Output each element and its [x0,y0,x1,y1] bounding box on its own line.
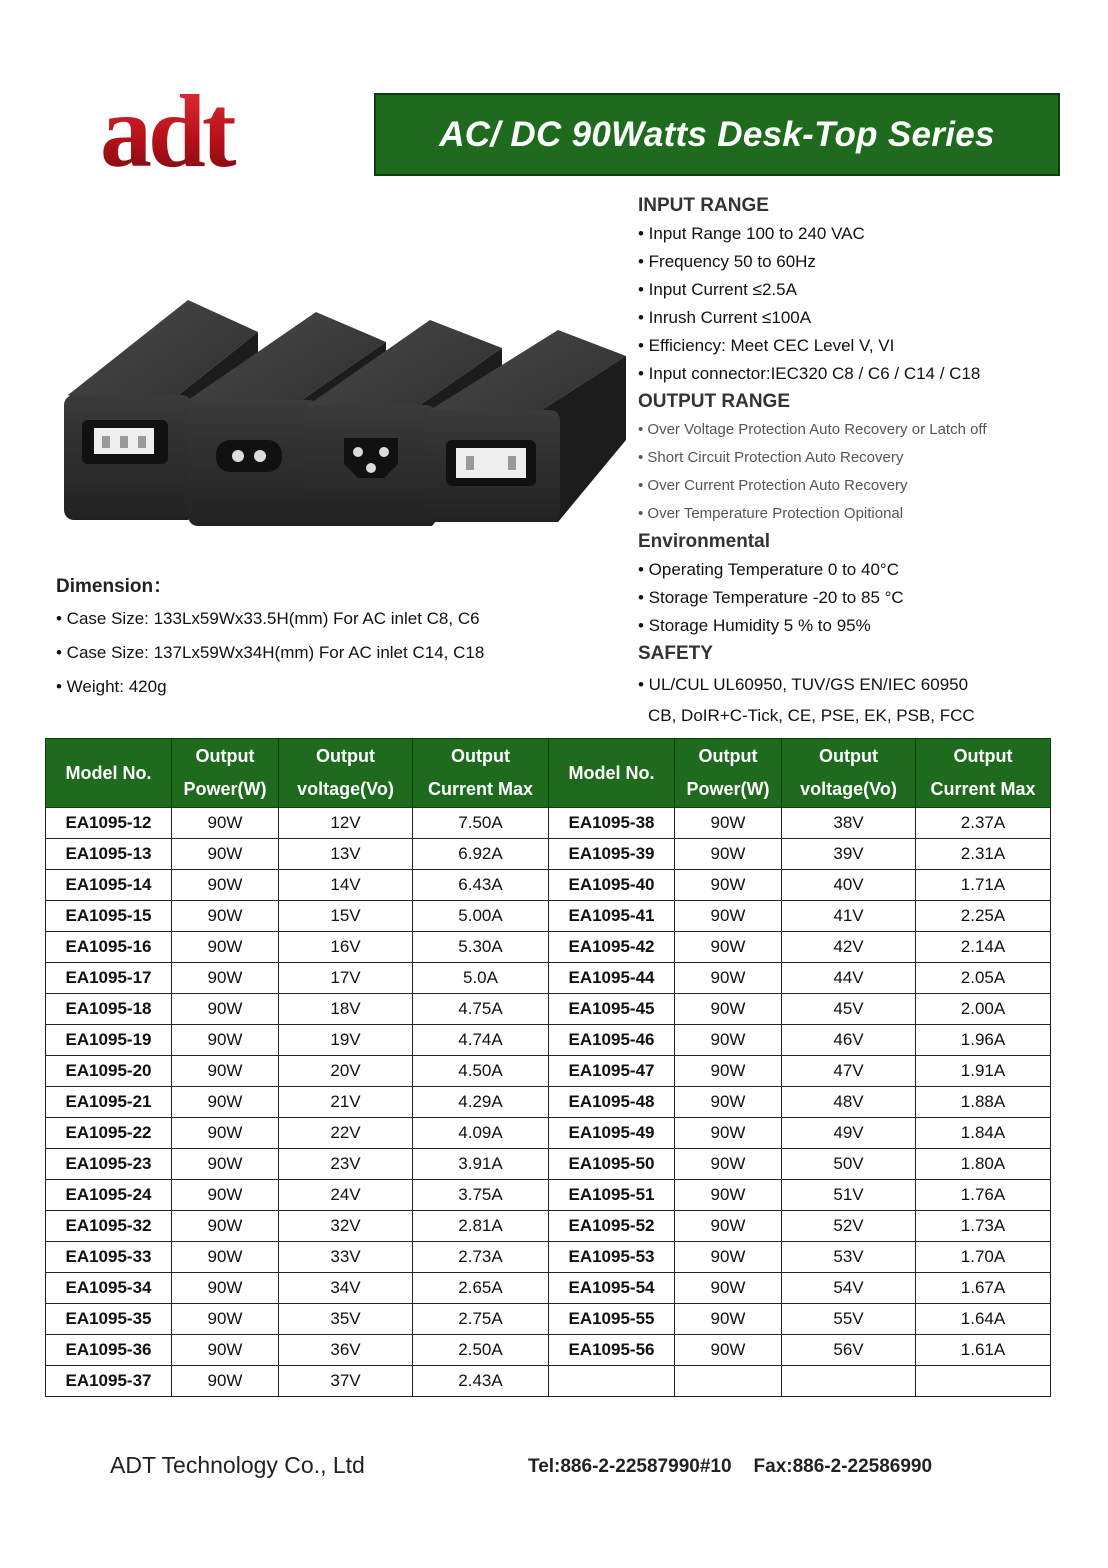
power-cell: 90W [172,1366,279,1397]
current-cell: 5.0A [413,963,549,994]
model-cell: EA1095-21 [46,1087,172,1118]
model-cell: EA1095-22 [46,1118,172,1149]
dimension-section [56,572,616,704]
power-cell: 90W [172,870,279,901]
voltage-cell: 12V [279,808,413,839]
power-cell: 90W [172,1118,279,1149]
model-cell: EA1095-18 [46,994,172,1025]
current-cell: 1.70A [916,1242,1051,1273]
voltage-cell: 13V [279,839,413,870]
table-row [46,1025,1051,1056]
power-cell: 90W [172,1304,279,1335]
power-cell: 90W [172,994,279,1025]
voltage-cell: 21V [279,1087,413,1118]
spec-item: • Frequency 50 to 60Hz [638,252,816,271]
table-row [46,1149,1051,1180]
current-cell: 4.29A [413,1087,549,1118]
current-cell: 4.09A [413,1118,549,1149]
model-table [45,738,1051,1397]
specifications [638,192,1098,730]
spec-item: • Input Current ≤2.5A [638,280,797,299]
dimension-item: • Weight: 420g [56,677,167,696]
table-row [46,1304,1051,1335]
power-cell: 90W [675,1211,782,1242]
model-cell: EA1095-24 [46,1180,172,1211]
header-model: Model No. [549,739,675,808]
voltage-cell: 32V [279,1211,413,1242]
model-cell [549,1366,675,1397]
current-cell: 2.05A [916,963,1051,994]
model-cell: EA1095-40 [549,870,675,901]
power-cell: 90W [675,1242,782,1273]
current-cell: 2.43A [413,1366,549,1397]
current-cell: 2.50A [413,1335,549,1366]
adt-logo [98,80,318,180]
power-cell: 90W [172,1180,279,1211]
voltage-cell: 55V [782,1304,916,1335]
spec-item: • Over Temperature Protection Opitional [638,505,904,522]
spec-item: • Short Circuit Protection Auto Recovery [638,449,904,466]
spec-item: • Input Range 100 to 240 VAC [638,224,865,243]
model-cell: EA1095-50 [549,1149,675,1180]
page-title: AC/ DC 90Watts Desk-Top Series [439,114,995,154]
model-cell: EA1095-19 [46,1025,172,1056]
power-cell: 90W [172,1056,279,1087]
current-cell: 1.84A [916,1118,1051,1149]
power-cell: 90W [675,1056,782,1087]
model-cell: EA1095-36 [46,1335,172,1366]
current-cell: 1.96A [916,1025,1051,1056]
current-cell: 6.43A [413,870,549,901]
model-cell: EA1095-55 [549,1304,675,1335]
power-cell: 90W [172,808,279,839]
contact-info [528,1456,932,1478]
output-range-heading: OUTPUT RANGE [638,391,790,412]
model-cell: EA1095-16 [46,932,172,963]
current-cell: 4.74A [413,1025,549,1056]
power-cell: 90W [675,932,782,963]
current-cell: 2.75A [413,1304,549,1335]
table-row [46,963,1051,994]
current-cell: 1.80A [916,1149,1051,1180]
current-cell: 3.75A [413,1180,549,1211]
safety-heading: SAFETY [638,643,713,664]
power-cell: 90W [675,1304,782,1335]
voltage-cell: 48V [782,1087,916,1118]
model-cell: EA1095-44 [549,963,675,994]
current-cell: 7.50A [413,808,549,839]
model-cell: EA1095-49 [549,1118,675,1149]
header-voltage: Output voltage(Vo) [279,739,413,808]
current-cell: 1.88A [916,1087,1051,1118]
power-cell: 90W [172,1211,279,1242]
model-cell: EA1095-38 [549,808,675,839]
power-cell: 90W [172,1242,279,1273]
voltage-cell: 39V [782,839,916,870]
company-name: ADT Technology Co., Ltd [110,1452,365,1478]
voltage-cell: 17V [279,963,413,994]
voltage-cell: 19V [279,1025,413,1056]
voltage-cell: 40V [782,870,916,901]
model-cell: EA1095-47 [549,1056,675,1087]
spec-item: • Operating Temperature 0 to 40°C [638,560,899,579]
header-model: Model No. [46,739,172,808]
current-cell: 1.67A [916,1273,1051,1304]
power-cell: 90W [675,1180,782,1211]
header-power: Output Power(W) [675,739,782,808]
spec-item: • Efficiency: Meet CEC Level V, VI [638,336,895,355]
power-cell: 90W [172,932,279,963]
voltage-cell: 53V [782,1242,916,1273]
model-cell: EA1095-53 [549,1242,675,1273]
current-cell [916,1366,1051,1397]
power-cell: 90W [675,901,782,932]
spec-item: • UL/CUL UL60950, TUV/GS EN/IEC 60950 [638,675,969,694]
model-cell: EA1095-15 [46,901,172,932]
current-cell: 2.81A [413,1211,549,1242]
current-cell: 1.61A [916,1335,1051,1366]
model-cell: EA1095-54 [549,1273,675,1304]
current-cell: 1.64A [916,1304,1051,1335]
voltage-cell: 18V [279,994,413,1025]
power-cell: 90W [675,994,782,1025]
header-power: Output Power(W) [172,739,279,808]
voltage-cell: 50V [782,1149,916,1180]
header-current: Output Current Max [916,739,1051,808]
power-cell: 90W [675,1087,782,1118]
current-cell: 1.71A [916,870,1051,901]
spec-item: • Over Current Protection Auto Recovery [638,477,908,494]
current-cell: 4.75A [413,994,549,1025]
spec-item: • Inrush Current ≤100A [638,308,812,327]
model-cell: EA1095-45 [549,994,675,1025]
current-cell: 2.31A [916,839,1051,870]
dimension-item: • Case Size: 133Lx59Wx33.5H(mm) For AC inlet C8, C6 [56,609,480,628]
table-row [46,1180,1051,1211]
current-cell: 5.30A [413,932,549,963]
voltage-cell: 23V [279,1149,413,1180]
voltage-cell [782,1366,916,1397]
model-cell: EA1095-48 [549,1087,675,1118]
table-row [46,932,1051,963]
model-cell: EA1095-37 [46,1366,172,1397]
model-cell: EA1095-23 [46,1149,172,1180]
voltage-cell: 36V [279,1335,413,1366]
voltage-cell: 33V [279,1242,413,1273]
voltage-cell: 45V [782,994,916,1025]
power-cell: 90W [675,1149,782,1180]
current-cell: 2.25A [916,901,1051,932]
environmental-heading: Environmental [638,531,770,552]
voltage-cell: 15V [279,901,413,932]
power-cell: 90W [172,1087,279,1118]
voltage-cell: 47V [782,1056,916,1087]
voltage-cell: 49V [782,1118,916,1149]
voltage-cell: 54V [782,1273,916,1304]
power-cell: 90W [675,870,782,901]
power-cell: 90W [675,1118,782,1149]
table-row [46,994,1051,1025]
input-range-heading: INPUT RANGE [638,195,769,216]
voltage-cell: 51V [782,1180,916,1211]
voltage-cell: 46V [782,1025,916,1056]
table-row [46,1273,1051,1304]
table-row [46,1087,1051,1118]
model-cell: EA1095-46 [549,1025,675,1056]
voltage-cell: 34V [279,1273,413,1304]
dimension-heading: Dimension： [56,576,173,597]
power-cell: 90W [675,963,782,994]
voltage-cell: 37V [279,1366,413,1397]
table-row [46,1335,1051,1366]
model-cell: EA1095-34 [46,1273,172,1304]
power-cell [675,1366,782,1397]
power-cell: 90W [172,1335,279,1366]
voltage-cell: 20V [279,1056,413,1087]
current-cell: 4.50A [413,1056,549,1087]
voltage-cell: 22V [279,1118,413,1149]
table-row [46,1366,1051,1397]
table-row [46,901,1051,932]
spec-item: • Storage Temperature -20 to 85 °C [638,588,904,607]
product-photo [58,290,628,530]
current-cell: 1.76A [916,1180,1051,1211]
model-table-body [46,808,1051,1397]
telephone: Tel:886-2-22587990#10 [528,1456,732,1477]
model-cell: EA1095-20 [46,1056,172,1087]
spec-item: • Storage Humidity 5 % to 95% [638,616,871,635]
voltage-cell: 42V [782,932,916,963]
model-cell: EA1095-17 [46,963,172,994]
table-row [46,1056,1051,1087]
current-cell: 6.92A [413,839,549,870]
power-cell: 90W [675,1273,782,1304]
model-cell: EA1095-32 [46,1211,172,1242]
current-cell: 2.37A [916,808,1051,839]
power-cell: 90W [172,963,279,994]
table-row [46,1211,1051,1242]
model-cell: EA1095-14 [46,870,172,901]
header-current: Output Current Max [413,739,549,808]
power-cell: 90W [172,1149,279,1180]
current-cell: 1.73A [916,1211,1051,1242]
power-cell: 90W [675,1025,782,1056]
model-cell: EA1095-13 [46,839,172,870]
dimension-item: • Case Size: 137Lx59Wx34H(mm) For AC inlet C14, C18 [56,643,485,662]
model-cell: EA1095-12 [46,808,172,839]
header-voltage: Output voltage(Vo) [782,739,916,808]
power-cell: 90W [172,901,279,932]
table-row [46,808,1051,839]
model-cell: EA1095-41 [549,901,675,932]
voltage-cell: 52V [782,1211,916,1242]
spec-item: • Input connector:IEC320 C8 / C6 / C14 / C18 [638,364,981,383]
voltage-cell: 24V [279,1180,413,1211]
power-cell: 90W [172,1025,279,1056]
voltage-cell: 41V [782,901,916,932]
title-banner [374,93,1060,176]
power-cell: 90W [675,808,782,839]
model-cell: EA1095-33 [46,1242,172,1273]
table-row [46,1242,1051,1273]
model-cell: EA1095-52 [549,1211,675,1242]
current-cell: 2.00A [916,994,1051,1025]
power-cell: 90W [172,839,279,870]
current-cell: 2.14A [916,932,1051,963]
power-cell: 90W [675,839,782,870]
model-cell: EA1095-39 [549,839,675,870]
model-cell: EA1095-56 [549,1335,675,1366]
current-cell: 2.65A [413,1273,549,1304]
logo-text: adt [100,80,233,180]
table-row [46,1118,1051,1149]
table-row [46,870,1051,901]
voltage-cell: 14V [279,870,413,901]
spec-item: CB, DoIR+C-Tick, CE, PSE, EK, PSB, FCC [648,706,975,725]
voltage-cell: 16V [279,932,413,963]
voltage-cell: 38V [782,808,916,839]
current-cell: 2.73A [413,1242,549,1273]
voltage-cell: 56V [782,1335,916,1366]
table-header-row [46,739,1051,808]
power-cell: 90W [675,1335,782,1366]
model-cell: EA1095-42 [549,932,675,963]
model-cell: EA1095-35 [46,1304,172,1335]
spec-item: • Over Voltage Protection Auto Recovery or Latch off [638,421,987,438]
current-cell: 3.91A [413,1149,549,1180]
model-cell: EA1095-51 [549,1180,675,1211]
power-cell: 90W [172,1273,279,1304]
current-cell: 5.00A [413,901,549,932]
table-row [46,839,1051,870]
current-cell: 1.91A [916,1056,1051,1087]
voltage-cell: 35V [279,1304,413,1335]
voltage-cell: 44V [782,963,916,994]
fax: Fax:886-2-22586990 [753,1456,933,1477]
